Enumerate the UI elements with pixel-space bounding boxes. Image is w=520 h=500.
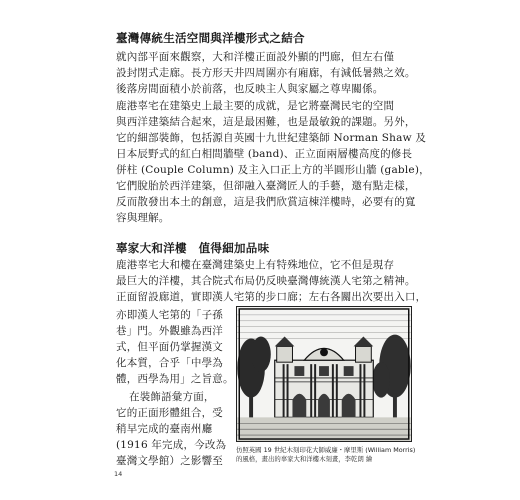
text-line: 亦即漢人宅第的「子孫: [116, 309, 223, 321]
text-line: 在裝飾語彙方面，: [129, 391, 215, 403]
section-heading-2: 辜家大和洋樓 值得細加品味: [116, 241, 270, 255]
text-line: 鹿港辜宅在建築史上最主要的成就，是它將臺灣民宅的空間: [116, 100, 395, 112]
text-line: 後落房間面積小於前落，也反映主人與家屬之尊卑關係。: [116, 83, 384, 95]
text-line: 稍早完成的臺南州廳: [116, 423, 213, 435]
text-line: (1916 年完成，今改為: [116, 439, 227, 451]
text-line: 反而散發出本土的創意，這是我們欣賞這棟洋樓時，必要有的寬: [116, 196, 416, 208]
text-line: 巷」門。外觀雖為西洋: [116, 325, 223, 337]
text-line: 就內部平面來觀察，大和洋樓正面設外顯的門廊，但左右僅: [116, 51, 395, 63]
woodcut-illustration: [236, 306, 412, 442]
figure-caption: [236, 446, 416, 464]
text-line: 它的正面形體組合，受: [116, 407, 223, 419]
text-line: 併柱 (Couple Column) 及主入口正上方的半圓形山牆 (gable)，: [116, 164, 430, 176]
text-line: 正面留設廊道，實即漢人宅第的步口廊；左右各關出次要出入口，: [116, 291, 427, 303]
text-line: 日本辰野式的紅白相間牆壁 (band)、正立面兩層樓高度的修長: [116, 148, 413, 160]
text-line: 容與理解。: [116, 212, 170, 224]
text-line: 它們脫胎於西洋建築，但卻融入臺灣匠人的手藝，邀有點走樣，: [116, 180, 416, 192]
text-line: 體，西學為用」之旨意。: [116, 373, 234, 385]
text-line: 它的細部裝飾，包括源自英國十九世紀建築師 Norman Shaw 及: [116, 132, 427, 144]
page-number: 14: [114, 470, 123, 478]
building-woodcut-image: [237, 307, 411, 441]
section-heading-1: 臺灣傳統生活空間與洋樓形式之結合: [116, 31, 305, 45]
text-line: 臺灣文學館）之影響至: [116, 455, 223, 467]
text-line: 最巨大的洋樓，其合院式布局仍反映臺灣傳統漢人宅第之精神。: [116, 275, 416, 287]
text-line: 鹿港辜宅大和樓在臺灣建築史上有特殊地位，它不但是現存: [116, 259, 395, 271]
caption-line: 的風格，畫出的辜家大和洋樓木刻畫，李乾朗 繪: [236, 455, 373, 463]
text-line: 式，但平面仍掌握漢文: [116, 341, 223, 353]
text-line: 設封閉式走廊。長方形天井四周圍亦有廂廊，有減低暑熱之效。: [116, 67, 416, 79]
text-line: 與西洋建築結合起來，這是最困難，也是最敏銳的課題。另外，: [116, 116, 416, 128]
caption-line: 仿照英國 19 世紀木刻印花大師威廉・摩里斯 (William Morris): [236, 446, 416, 454]
text-line: 化本質，合乎「中學為: [116, 357, 223, 369]
